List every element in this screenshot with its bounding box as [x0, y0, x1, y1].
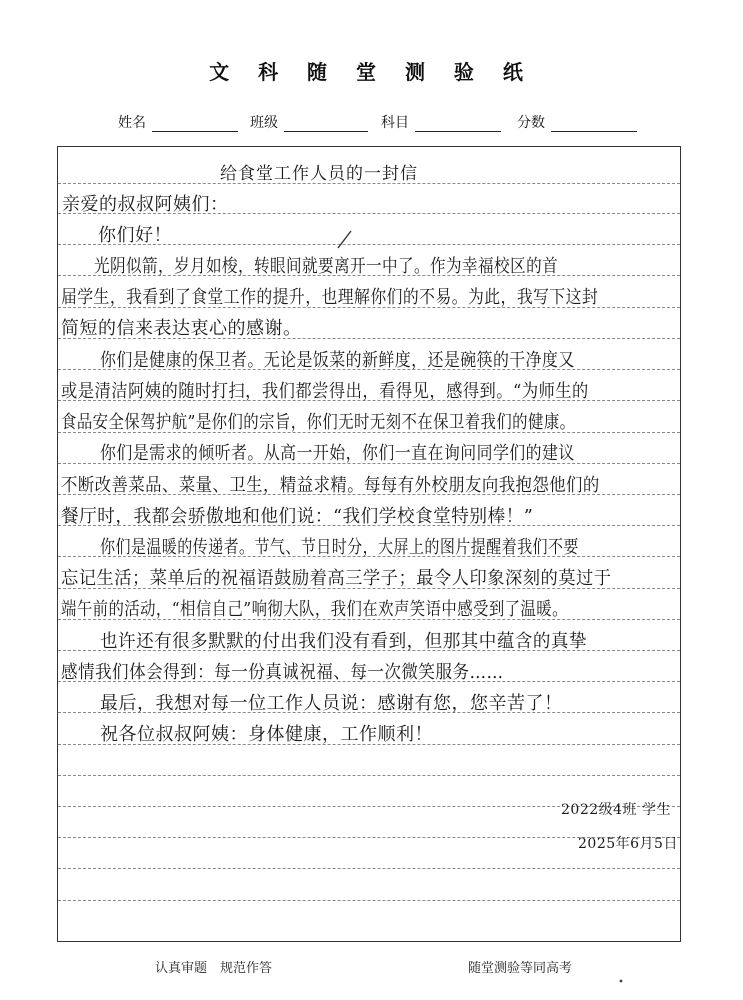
name-blank[interactable]: [152, 115, 238, 132]
ruled-line: [58, 868, 680, 869]
letter-line: 不断改善菜品、菜量、卫生，精益求精。每每有外校朋友向我抱怨他们的: [61, 475, 600, 496]
letter-title: 给食堂工作人员的一封信: [220, 164, 418, 184]
letter-line: 你们是需求的倾听者。从高一开始，你们一直在询问同学们的建议: [100, 443, 575, 464]
class-field[interactable]: [250, 112, 368, 132]
score-blank[interactable]: [551, 115, 637, 132]
letter-date: 2025年6月5日: [578, 836, 678, 852]
letter-line: 光阴似箭，岁月如梭，转眼间就要离开一中了。作为幸福校区的首: [94, 256, 559, 277]
ruled-line: [58, 900, 680, 901]
score-field[interactable]: [517, 112, 637, 132]
letter-line: 或是清洁阿姨的随时打扫，我们都尝得出，看得见，感得到。“为师生的: [61, 381, 589, 402]
name-label: 姓名: [118, 115, 146, 131]
letter-signature: 2022级4班 学生: [561, 802, 671, 818]
letter-line: 感情我们体会得到：每一份真诚祝福、每一次微笑服务……: [61, 662, 504, 683]
name-field[interactable]: [118, 112, 238, 132]
score-label: 分数: [517, 115, 545, 131]
subject-field[interactable]: [381, 112, 501, 132]
letter-line: 端午前的活动，“相信自己”响彻大队，我们在欢声笑语中感受到了温暖。: [61, 599, 568, 620]
letter-greeting: 你们好！: [98, 225, 172, 246]
answer-paper: [57, 146, 681, 942]
letter-line: 餐厅时，我都会骄傲地和他们说：“我们学校食堂特别棒！”: [61, 506, 534, 527]
letter-line: 食品安全保驾护航”是你们的宗旨，你们无时无刻不在保卫着我们的健康。: [61, 412, 576, 433]
subject-label: 科目: [381, 115, 409, 131]
letter-salutation: 亲爱的叔叔阿姨们：: [62, 194, 229, 215]
letter-line: 也许还有很多默默的付出我们没有看到，但那其中蕴含的真挚: [100, 631, 588, 652]
letter-line: 忘记生活；菜单后的祝福语鼓励着高三学子；最令人印象深刻的莫过于: [61, 568, 612, 589]
pen-mark: [335, 228, 355, 250]
letter-line: 届学生，我看到了食堂工作的提升，也理解你们的不易。为此，我写下这封: [61, 287, 599, 308]
footer-left-motto: 认真审题 规范作答: [155, 961, 273, 976]
class-blank[interactable]: [284, 115, 368, 132]
letter-line: 祝各位叔叔阿姨：身体健康，工作顺利！: [100, 724, 433, 745]
pen-dot: [615, 975, 627, 987]
letter-line: 你们是温暖的传递者。节气、节日时分，大屏上的图片提醒着我们不要: [100, 537, 579, 558]
footer-right-motto: 随堂测验等同高考: [468, 961, 573, 976]
letter-line: 你们是健康的保卫者。无论是饭菜的新鲜度，还是碗筷的干净度又: [100, 350, 575, 371]
letter-line: 最后，我想对每一位工作人员说：感谢有您，您辛苦了！: [100, 693, 563, 714]
class-label: 班级: [250, 115, 278, 131]
student-info-fields: [0, 112, 743, 134]
sheet-title: 文 科 随 堂 测 验 纸: [209, 60, 534, 84]
letter-line: 简短的信来表达衷心的感谢。: [61, 318, 302, 339]
ruled-line: [58, 775, 680, 776]
subject-blank[interactable]: [415, 115, 501, 132]
